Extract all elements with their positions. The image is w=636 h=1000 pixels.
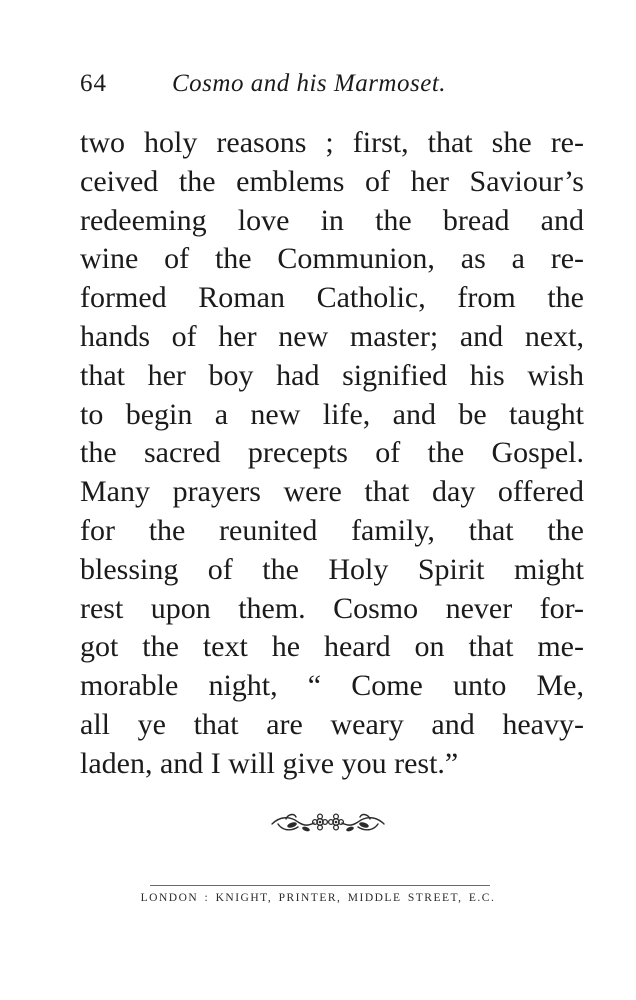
running-title: Cosmo and his Marmoset. bbox=[172, 70, 447, 97]
page-number: 64 bbox=[80, 70, 107, 97]
text-line: blessing of the Holy Spirit might bbox=[80, 552, 584, 586]
text-line: redeeming love in the bread and bbox=[80, 203, 584, 237]
text-line: got the text he heard on that me- bbox=[80, 630, 584, 664]
text-line: the sacred precepts of the Gospel. bbox=[80, 436, 584, 470]
text-line: to begin a new life, and be taught bbox=[80, 397, 584, 431]
text-line-last: laden, and I will give you rest.” bbox=[80, 746, 459, 780]
text-line: for the reunited family, that the bbox=[80, 513, 584, 547]
text-line: Many prayers were that day offered bbox=[80, 475, 584, 509]
imprint-divider bbox=[150, 885, 490, 886]
text-line: that her boy had signified his wish bbox=[80, 358, 584, 392]
text-line: ceived the emblems of her Saviour’s bbox=[80, 164, 584, 198]
body-text bbox=[80, 124, 584, 784]
text-line: formed Roman Catholic, from the bbox=[80, 281, 584, 315]
printer-imprint: LONDON : KNIGHT, PRINTER, MIDDLE STREET, E.C. bbox=[140, 892, 496, 904]
floral-ornament-icon bbox=[268, 808, 388, 840]
text-line: rest upon them. Cosmo never for- bbox=[80, 591, 584, 625]
text-line: morable night, “ Come unto Me, bbox=[80, 669, 584, 703]
text-line: wine of the Communion, as a re- bbox=[80, 242, 584, 276]
text-line: two holy reasons ; first, that she re- bbox=[80, 126, 584, 159]
page-header bbox=[80, 70, 560, 104]
text-line: all ye that are weary and heavy- bbox=[80, 707, 584, 741]
text-line: hands of her new master; and next, bbox=[80, 319, 584, 353]
